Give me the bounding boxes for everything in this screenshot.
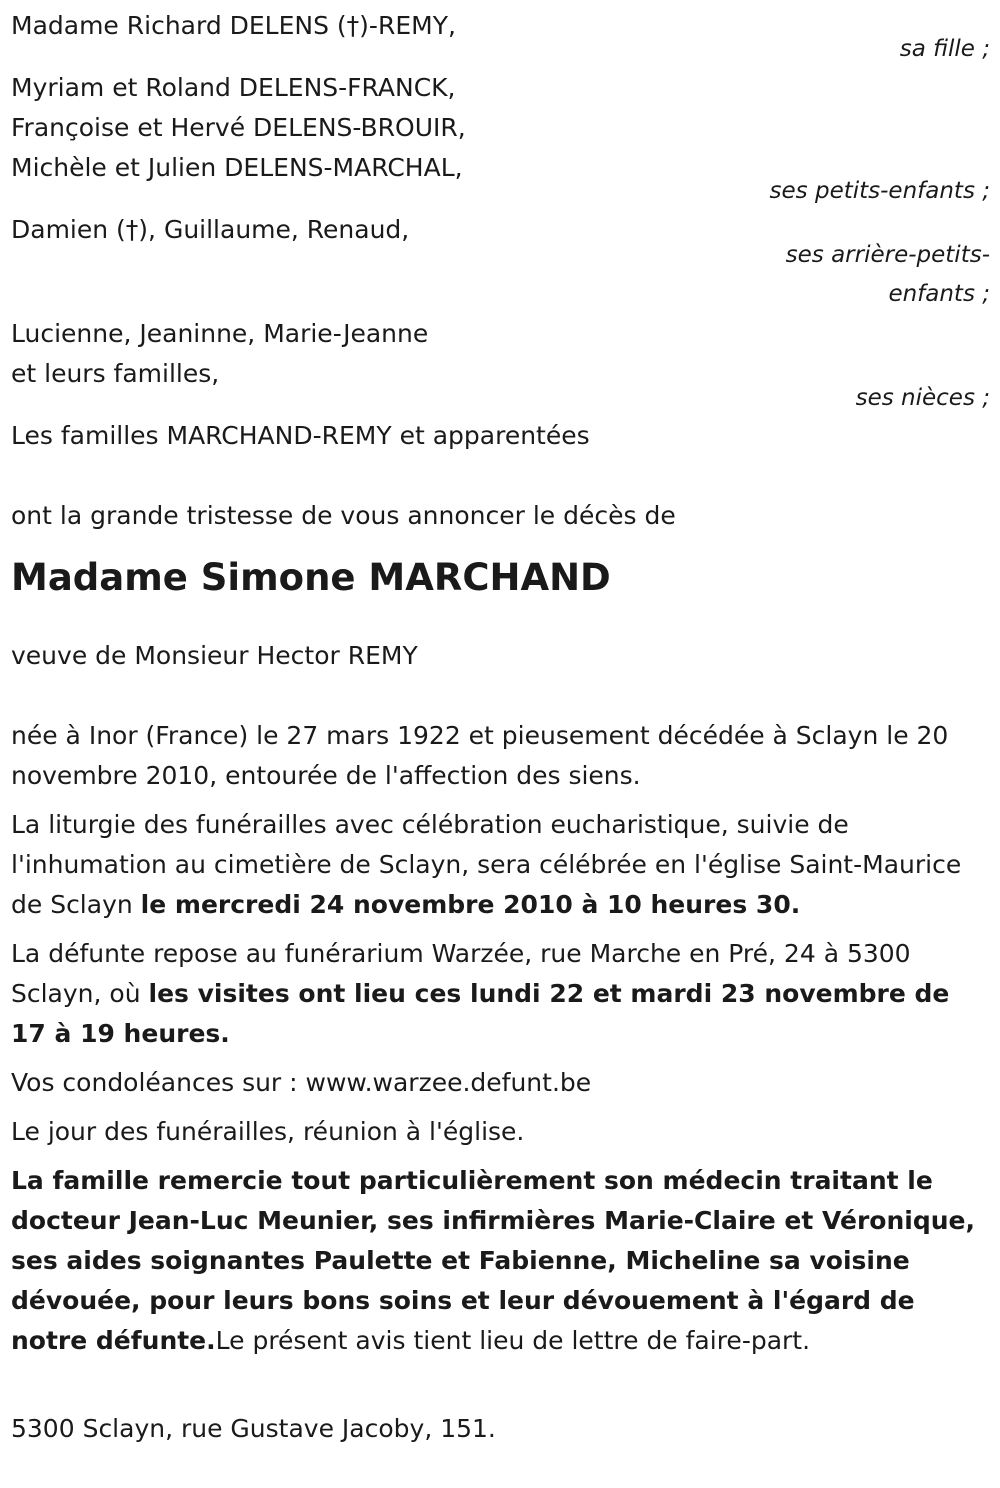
family-group-nieces [11, 314, 990, 416]
family-group-great-grandchildren [11, 210, 990, 314]
family-names: Michèle et Julien DELENS-MARCHAL, [11, 153, 463, 182]
family-group-related [11, 416, 990, 496]
condolences-text: Vos condoléances sur : www.warzee.defunt.be [11, 1068, 592, 1097]
relation-label: sa fille ; [899, 36, 990, 62]
relation-label: enfants ; [888, 281, 990, 307]
relation-label: ses petits-enfants ; [769, 178, 990, 204]
faire-part-text: Le présent avis tient lieu de lettre de faire-part. [215, 1326, 811, 1355]
family-names: Madame Richard DELENS (†)-REMY, [11, 11, 456, 40]
announcement-text: ont la grande tristesse de vous annoncer le décès de [11, 501, 676, 530]
widow-of: veuve de Monsieur Hector REMY [11, 641, 418, 670]
visitation-paragraph [11, 934, 990, 1054]
liturgy-text: La liturgie des funérailles avec célébration eucharistique, suivie de l'inhumation au cimetière de Sclayn, sera célébrée en l'église Saint-Maurice de Sclayn [11, 810, 962, 919]
funeral-date: le mercredi 24 novembre 2010 à 10 heures 30. [140, 890, 801, 919]
obituary-notice [11, 6, 990, 1449]
visitation-hours: les visites ont lieu ces lundi 22 et mardi 23 novembre de 17 à 19 heures. [11, 979, 950, 1048]
relation-label: ses nièces ; [855, 385, 990, 411]
family-names: Les familles MARCHAND-REMY et apparentées [11, 421, 590, 450]
birth-death-text: née à Inor (France) le 27 mars 1922 et pieusement décédée à Sclayn le 20 novembre 2010, entourée de l'affection des siens. [11, 721, 949, 790]
family-group-grandchildren [11, 68, 990, 210]
thanks-text: La famille remercie tout particulièrement son médecin traitant le docteur Jean-Luc Meunier, ses infirmières Marie-Claire et Véronique, ses aides soignantes Paulette et Fabienne, Micheline sa voisine dévouée, pour leurs bons soins et leur dévouement à l'égard de notre défunte. [11, 1166, 975, 1355]
address: 5300 Sclayn, rue Gustave Jacoby, 151. [11, 1414, 496, 1443]
relation-label: ses arrière-petits- [785, 242, 990, 268]
meeting-text: Le jour des funérailles, réunion à l'église. [11, 1117, 525, 1146]
family-group-daughter [11, 6, 990, 68]
thanks-paragraph [11, 1161, 990, 1361]
family-names: Lucienne, Jeaninne, Marie-Jeanne [11, 319, 429, 348]
family-names: Damien (†), Guillaume, Renaud, [11, 215, 410, 244]
visitation-text: La défunte repose au funérarium Warzée, rue Marche en Pré, 24 à 5300 Sclayn, où [11, 939, 911, 1008]
family-names: Myriam et Roland DELENS-FRANCK, [11, 73, 456, 102]
family-names: et leurs familles, [11, 359, 220, 388]
family-names: Françoise et Hervé DELENS-BROUIR, [11, 113, 466, 142]
deceased-name: Madame Simone MARCHAND [11, 556, 611, 599]
liturgy-paragraph [11, 805, 990, 925]
